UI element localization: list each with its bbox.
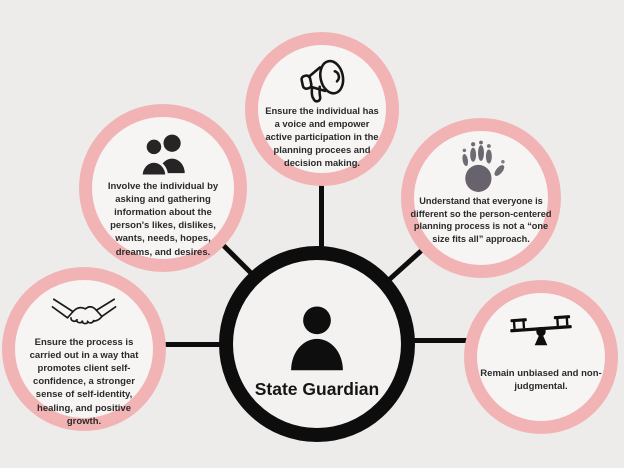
node-voice-participation [245, 32, 399, 186]
node-involve-individual [79, 104, 247, 272]
two-people-icon [134, 133, 192, 177]
node-unbiased [464, 280, 618, 434]
node-text: Understand that everyone is different so the person-centered planning process is not a “one size fits all” approach. [410, 196, 552, 245]
center-node-state-guardian [219, 246, 415, 442]
balance-scale-icon [508, 309, 574, 347]
node-text: Remain unbiased and non-judgmental. [480, 368, 602, 393]
connector-lower-left [162, 342, 224, 347]
person-icon [283, 300, 351, 374]
node-text: Ensure the individual has a voice and empower active participation in the planning procees and decision making. [265, 105, 379, 168]
center-label: State Guardian [254, 379, 380, 399]
node-text: Ensure the process is carried out in a way that promotes client self-confidence, a stronger sense of self-identity, healing, and positive growth. [29, 337, 139, 427]
node-text: Involve the individual by asking and gathering information about the person's likes, dislikes, wants, needs, hopes, dreams, and desires. [107, 181, 219, 258]
connector-lower-right [411, 338, 468, 343]
connector-top [319, 182, 324, 252]
node-self-confidence [2, 267, 166, 431]
megaphone-icon [293, 57, 351, 105]
node-individuality [401, 118, 561, 278]
handprint-icon [456, 139, 506, 195]
handshake-icon [51, 293, 117, 333]
